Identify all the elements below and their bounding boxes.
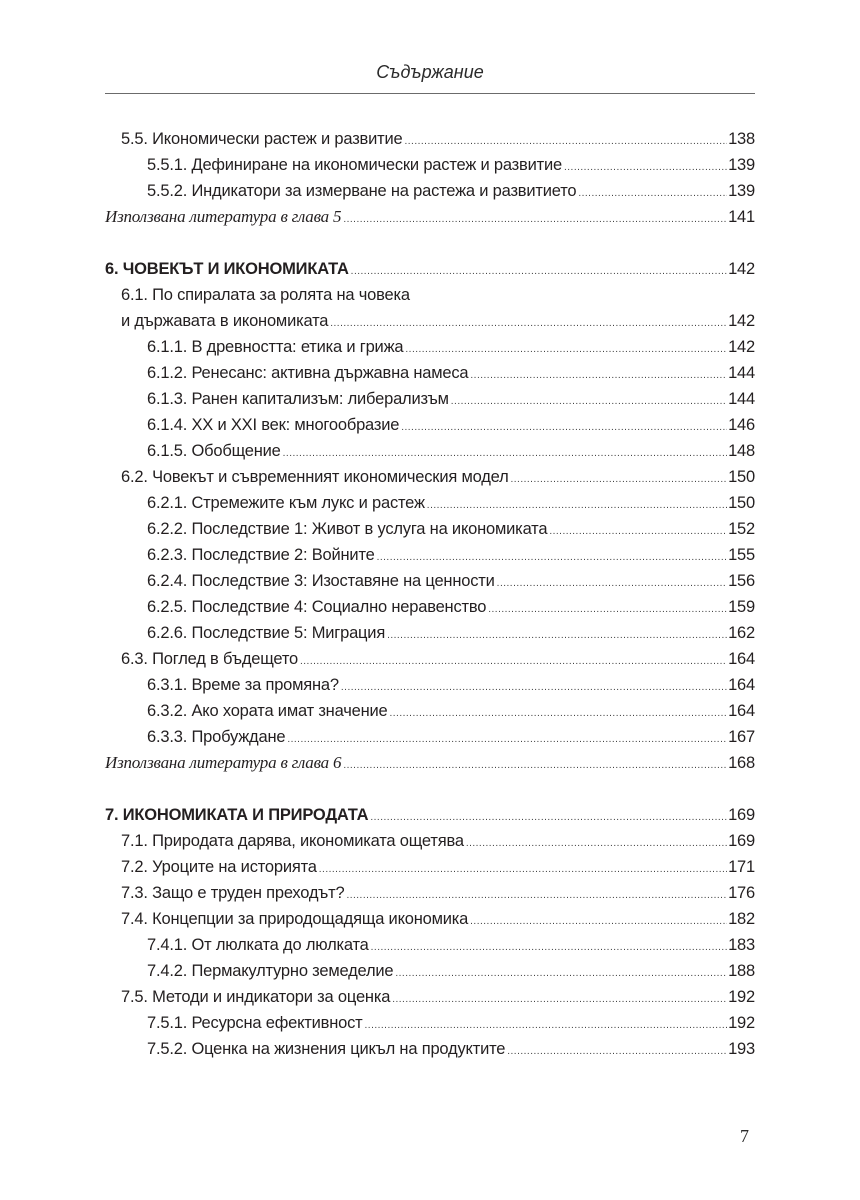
toc-entry[interactable] [105,724,755,750]
dot-leader [341,675,727,701]
toc-entry[interactable] [105,854,755,880]
dot-leader [300,649,727,675]
toc-entry-page: 168 [728,754,755,772]
page-number: 7 [740,1126,749,1146]
toc-entry-page: 156 [728,572,755,590]
toc-entry-title: 6.1. По спиралата за ролята на човека [121,286,410,304]
toc-entry-page: 142 [728,260,755,278]
toc-entry-title: 6.1.5. Обобщение [147,442,281,460]
toc-entry-page: 139 [728,156,755,174]
toc-entry[interactable] [105,178,755,204]
dot-leader [578,181,727,207]
toc-chapter-entry[interactable] [105,256,755,282]
dot-leader [466,831,727,857]
toc-entry[interactable] [105,906,755,932]
toc-entry-title: 6.2. Човекът и съвременният икономическия модел [121,468,509,486]
toc-entry-page: 176 [728,884,755,902]
toc-references-entry[interactable] [105,750,755,776]
toc-entry-title: 6.1.4. XX и XXI век: многообразие [147,416,400,434]
toc-entry-title: 6.2.6. Последствие 5: Миграция [147,624,386,642]
toc-entry-title: 7.4.1. От люлката до люлката [147,936,369,954]
dot-leader [470,909,727,935]
toc-entry-title: и държавата в икономиката [121,312,329,330]
toc-entry[interactable] [105,126,755,152]
toc-entry-page: 162 [728,624,755,642]
toc-entry-page: 138 [728,130,755,148]
toc-entry-page: 155 [728,546,755,564]
toc-entry-page: 183 [728,936,755,954]
toc-entry-page: 169 [728,832,755,850]
dot-leader [497,571,727,597]
toc-entry-page: 144 [728,364,755,382]
toc-entry-page: 164 [728,650,755,668]
toc-entry-page: 152 [728,520,755,538]
toc-entry[interactable] [105,1036,755,1062]
dot-leader [343,753,727,779]
dot-leader [470,363,727,389]
toc-entry-page: 192 [728,988,755,1006]
toc-entry-title: 6.3.1. Време за промяна? [147,676,339,694]
toc-entry[interactable] [105,542,755,568]
toc-entry-title: 7.5.2. Оценка на жизнения цикъл на продуктите [147,1040,506,1058]
toc-entry-page: 192 [728,1014,755,1032]
toc-entry-page: 144 [728,390,755,408]
dot-leader [511,467,728,493]
toc-entry-page: 164 [728,676,755,694]
section-gap [105,776,755,802]
toc-entry[interactable] [105,984,755,1010]
toc-entry-title: 7.4. Концепции за природощадяща икономика [121,910,469,928]
toc-entry[interactable] [105,620,755,646]
toc-entry-title: 7.3. Защо е труден преходът? [121,884,345,902]
toc-entry[interactable] [105,568,755,594]
table-of-contents [105,126,755,1062]
toc-entry-title: 7.2. Уроците на историята [121,858,317,876]
toc-entry-page: 164 [728,702,755,720]
toc-entry-title: 5.5.1. Дефиниране на икономически растеж и развитие [147,156,562,174]
toc-entry-page: 146 [728,416,755,434]
dot-leader [343,207,727,233]
toc-entry-title: 6.3. Поглед в бъдещето [121,650,298,668]
dot-leader [319,857,727,883]
toc-entry-title: 7. ИКОНОМИКАТА И ПРИРОДАТА [105,806,369,824]
toc-entry-title: 6.1.3. Ранен капитализъм: либерализъм [147,390,449,408]
toc-entry-title: 7.5. Методи и индикатори за оценка [121,988,391,1006]
toc-entry[interactable] [105,672,755,698]
toc-entry-title: 6.2.1. Стремежите към лукс и растеж [147,494,425,512]
toc-entry[interactable] [105,880,755,906]
toc-entry[interactable] [105,386,755,412]
toc-entry-title: 7.5.1. Ресурсна ефективност [147,1014,363,1032]
toc-entry[interactable] [105,282,755,308]
toc-entry-page: 139 [728,182,755,200]
toc-entry[interactable] [105,828,755,854]
dot-leader [392,987,727,1013]
toc-entry[interactable] [105,646,755,672]
running-header: Съдържание [376,62,484,82]
toc-entry-title: 5.5. Икономически растеж и развитие [121,130,403,148]
toc-entry-page: 167 [728,728,755,746]
toc-entry-title: 6.2.4. Последствие 3: Изоставяне на ценности [147,572,495,590]
toc-entry-title: 7.1. Природата дарява, икономиката ощетява [121,832,464,850]
toc-entry-title: Използвана литература в глава 5 [105,207,342,226]
toc-entry[interactable] [105,594,755,620]
dot-leader [390,701,728,727]
toc-entry-title: 6.1.2. Ренесанс: активна държавна намеса [147,364,469,382]
toc-entry[interactable] [105,438,755,464]
toc-entry-page: 148 [728,442,755,460]
dot-leader [401,415,727,441]
toc-entry[interactable] [105,958,755,984]
toc-entry-page: 150 [728,494,755,512]
toc-entry-title: 6.2.3. Последствие 2: Войните [147,546,375,564]
toc-entry[interactable] [105,334,755,360]
dot-leader [395,961,727,987]
toc-entry-page: 142 [728,312,755,330]
toc-entry-page: 141 [728,208,755,226]
toc-entry-title: 6.3.3. Пробуждане [147,728,286,746]
toc-entry-title: Използвана литература в глава 6 [105,753,342,772]
toc-chapter-entry[interactable] [105,802,755,828]
toc-entry[interactable] [105,698,755,724]
dot-leader [507,1039,727,1065]
dot-leader [564,155,727,181]
toc-entry-page: 182 [728,910,755,928]
toc-entry-page: 150 [728,468,755,486]
toc-entry[interactable] [105,464,755,490]
toc-entry-title: 5.5.2. Индикатори за измерване на растежа и развитието [147,182,577,200]
section-gap [105,230,755,256]
toc-entry[interactable] [105,412,755,438]
toc-entry-title: 6.2.2. Последствие 1: Живот в услуга на икономиката [147,520,548,538]
toc-entry[interactable] [105,152,755,178]
toc-entry-title: 6.2.5. Последствие 4: Социално неравенство [147,598,487,616]
header-rule [105,93,755,94]
toc-references-entry[interactable] [105,204,755,230]
dot-leader [387,623,727,649]
toc-entry-page: 171 [728,858,755,876]
toc-entry-title: 6.1.1. В древността: етика и грижа [147,338,404,356]
toc-entry[interactable] [105,308,755,334]
toc-entry-title: 7.4.2. Пермакултурно земеделие [147,962,394,980]
toc-entry-page: 142 [728,338,755,356]
toc-entry-page: 169 [728,806,755,824]
dot-leader [451,389,727,415]
toc-entry[interactable] [105,932,755,958]
toc-entry[interactable] [105,490,755,516]
toc-entry-page: 188 [728,962,755,980]
dot-leader [549,519,727,545]
dot-leader [488,597,727,623]
toc-entry[interactable] [105,516,755,542]
toc-entry-page: 193 [728,1040,755,1058]
toc-entry-page: 159 [728,598,755,616]
dot-leader [371,935,727,961]
toc-entry-title: 6. ЧОВЕКЪТ И ИКОНОМИКАТА [105,260,349,278]
toc-entry-title: 6.3.2. Ако хората имат значение [147,702,388,720]
toc-entry[interactable] [105,1010,755,1036]
dot-leader [287,727,727,753]
toc-entry[interactable] [105,360,755,386]
